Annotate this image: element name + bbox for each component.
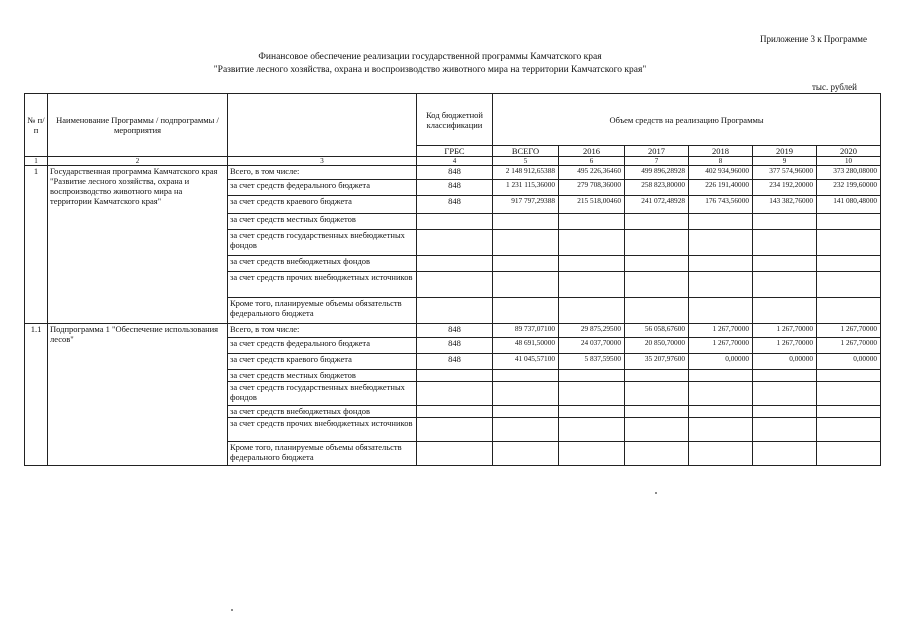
value-cell: 20 850,70000 (625, 338, 689, 354)
index-cell: 9 (753, 157, 817, 166)
value-cell: 1 267,70000 (753, 338, 817, 354)
header-year: 2019 (753, 146, 817, 157)
header-year: 2020 (817, 146, 881, 157)
value-cell: 234 192,20000 (753, 180, 817, 196)
value-cell: 0,00000 (753, 354, 817, 370)
row-label: за счет средств внебюджетных фондов (228, 256, 417, 272)
financing-table (24, 93, 881, 466)
header-grbs: ГРБС (417, 146, 493, 157)
row-label: за счет средств местных бюджетов (228, 370, 417, 382)
table-row (25, 324, 881, 338)
value-cell: 373 280,08000 (817, 166, 881, 180)
index-cell: 5 (493, 157, 559, 166)
value-cell: 279 708,36000 (559, 180, 625, 196)
value-cell: 499 896,28928 (625, 166, 689, 180)
total-cell: 48 691,50000 (493, 338, 559, 354)
row-label: за счет средств федерального бюджета (228, 338, 417, 354)
scan-speck (655, 492, 657, 494)
title-line-2: "Развитие лесного хозяйства, охрана и воспроизводство животного мира на территории Камчатского края" (213, 65, 647, 75)
document-title (150, 51, 710, 77)
total-cell: 1 231 115,36000 (493, 180, 559, 196)
grbs-cell: 848 (417, 196, 493, 214)
grbs-cell: 848 (417, 354, 493, 370)
value-cell: 232 199,60000 (817, 180, 881, 196)
value-cell: 141 080,48000 (817, 196, 881, 214)
header-total: ВСЕГО (493, 146, 559, 157)
value-cell: 377 574,96000 (753, 166, 817, 180)
header-code: Код бюджетной классификации (417, 94, 493, 146)
index-cell: 4 (417, 157, 493, 166)
value-cell: 1 267,70000 (689, 338, 753, 354)
index-cell: 3 (228, 157, 417, 166)
index-cell: 1 (25, 157, 48, 166)
row-label: за счет средств местных бюджетов (228, 214, 417, 230)
row-label: Кроме того, планируемые объемы обязательств федерального бюджета (228, 442, 417, 466)
grbs-cell: 848 (417, 180, 493, 196)
header-num: № п/п (25, 94, 48, 157)
row-label: за счет средств краевого бюджета (228, 354, 417, 370)
value-cell: 1 267,70000 (689, 324, 753, 338)
units-label: тыс. рублей (812, 82, 857, 92)
row-label: Всего, в том числе: (228, 324, 417, 338)
value-cell: 226 191,40000 (689, 180, 753, 196)
index-cell: 7 (625, 157, 689, 166)
total-cell: 41 045,57100 (493, 354, 559, 370)
value-cell: 143 382,76000 (753, 196, 817, 214)
header-year: 2017 (625, 146, 689, 157)
value-cell: 495 226,36460 (559, 166, 625, 180)
row-label: за счет средств прочих внебюджетных источников (228, 272, 417, 298)
index-cell: 10 (817, 157, 881, 166)
value-cell: 29 875,29500 (559, 324, 625, 338)
header-volume: Объем средств на реализацию Программы (493, 94, 881, 146)
table-row (25, 166, 881, 180)
value-cell: 0,00000 (817, 354, 881, 370)
row-label: за счет средств государственных внебюджетных фондов (228, 382, 417, 406)
header-empty (228, 94, 417, 157)
scan-speck (231, 609, 233, 611)
grbs-cell: 848 (417, 338, 493, 354)
value-cell: 5 837,59500 (559, 354, 625, 370)
index-cell: 8 (689, 157, 753, 166)
row-label: Кроме того, планируемые объемы обязательств федерального бюджета (228, 298, 417, 324)
row-label: за счет средств внебюджетных фондов (228, 406, 417, 418)
row-label: за счет средств краевого бюджета (228, 196, 417, 214)
row-label: Всего, в том числе: (228, 166, 417, 180)
grbs-cell: 848 (417, 166, 493, 180)
value-cell: 176 743,56000 (689, 196, 753, 214)
row-number: 1.1 (25, 324, 48, 466)
title-line-1: Финансовое обеспечение реализации государственной программы Камчатского края (258, 52, 602, 62)
program-name: Государственная программа Камчатского края "Развитие лесного хозяйства, охрана и воспроизводство животного мира на территории Камчатского края" (48, 166, 228, 324)
grbs-cell: 848 (417, 324, 493, 338)
value-cell: 1 267,70000 (753, 324, 817, 338)
header-year: 2018 (689, 146, 753, 157)
value-cell: 56 058,67600 (625, 324, 689, 338)
total-cell: 2 148 912,65388 (493, 166, 559, 180)
value-cell: 402 934,96000 (689, 166, 753, 180)
index-cell: 2 (48, 157, 228, 166)
row-label: за счет средств прочих внебюджетных источников (228, 418, 417, 442)
appendix-label: Приложение 3 к Программе (760, 34, 867, 44)
row-label: за счет средств государственных внебюджетных фондов (228, 230, 417, 256)
value-cell: 35 207,97600 (625, 354, 689, 370)
value-cell: 215 518,00460 (559, 196, 625, 214)
total-cell: 89 737,07100 (493, 324, 559, 338)
subprogram-name: Подпрограмма 1 "Обеспечение использования лесов" (48, 324, 228, 466)
value-cell: 0,00000 (689, 354, 753, 370)
value-cell: 1 267,70000 (817, 338, 881, 354)
total-cell: 917 797,29388 (493, 196, 559, 214)
value-cell: 241 072,48928 (625, 196, 689, 214)
row-number: 1 (25, 166, 48, 324)
header-year: 2016 (559, 146, 625, 157)
value-cell: 24 037,70000 (559, 338, 625, 354)
row-label: за счет средств федерального бюджета (228, 180, 417, 196)
value-cell: 258 823,80000 (625, 180, 689, 196)
value-cell: 1 267,70000 (817, 324, 881, 338)
header-name: Наименование Программы / подпрограммы / мероприятия (48, 94, 228, 157)
index-cell: 6 (559, 157, 625, 166)
